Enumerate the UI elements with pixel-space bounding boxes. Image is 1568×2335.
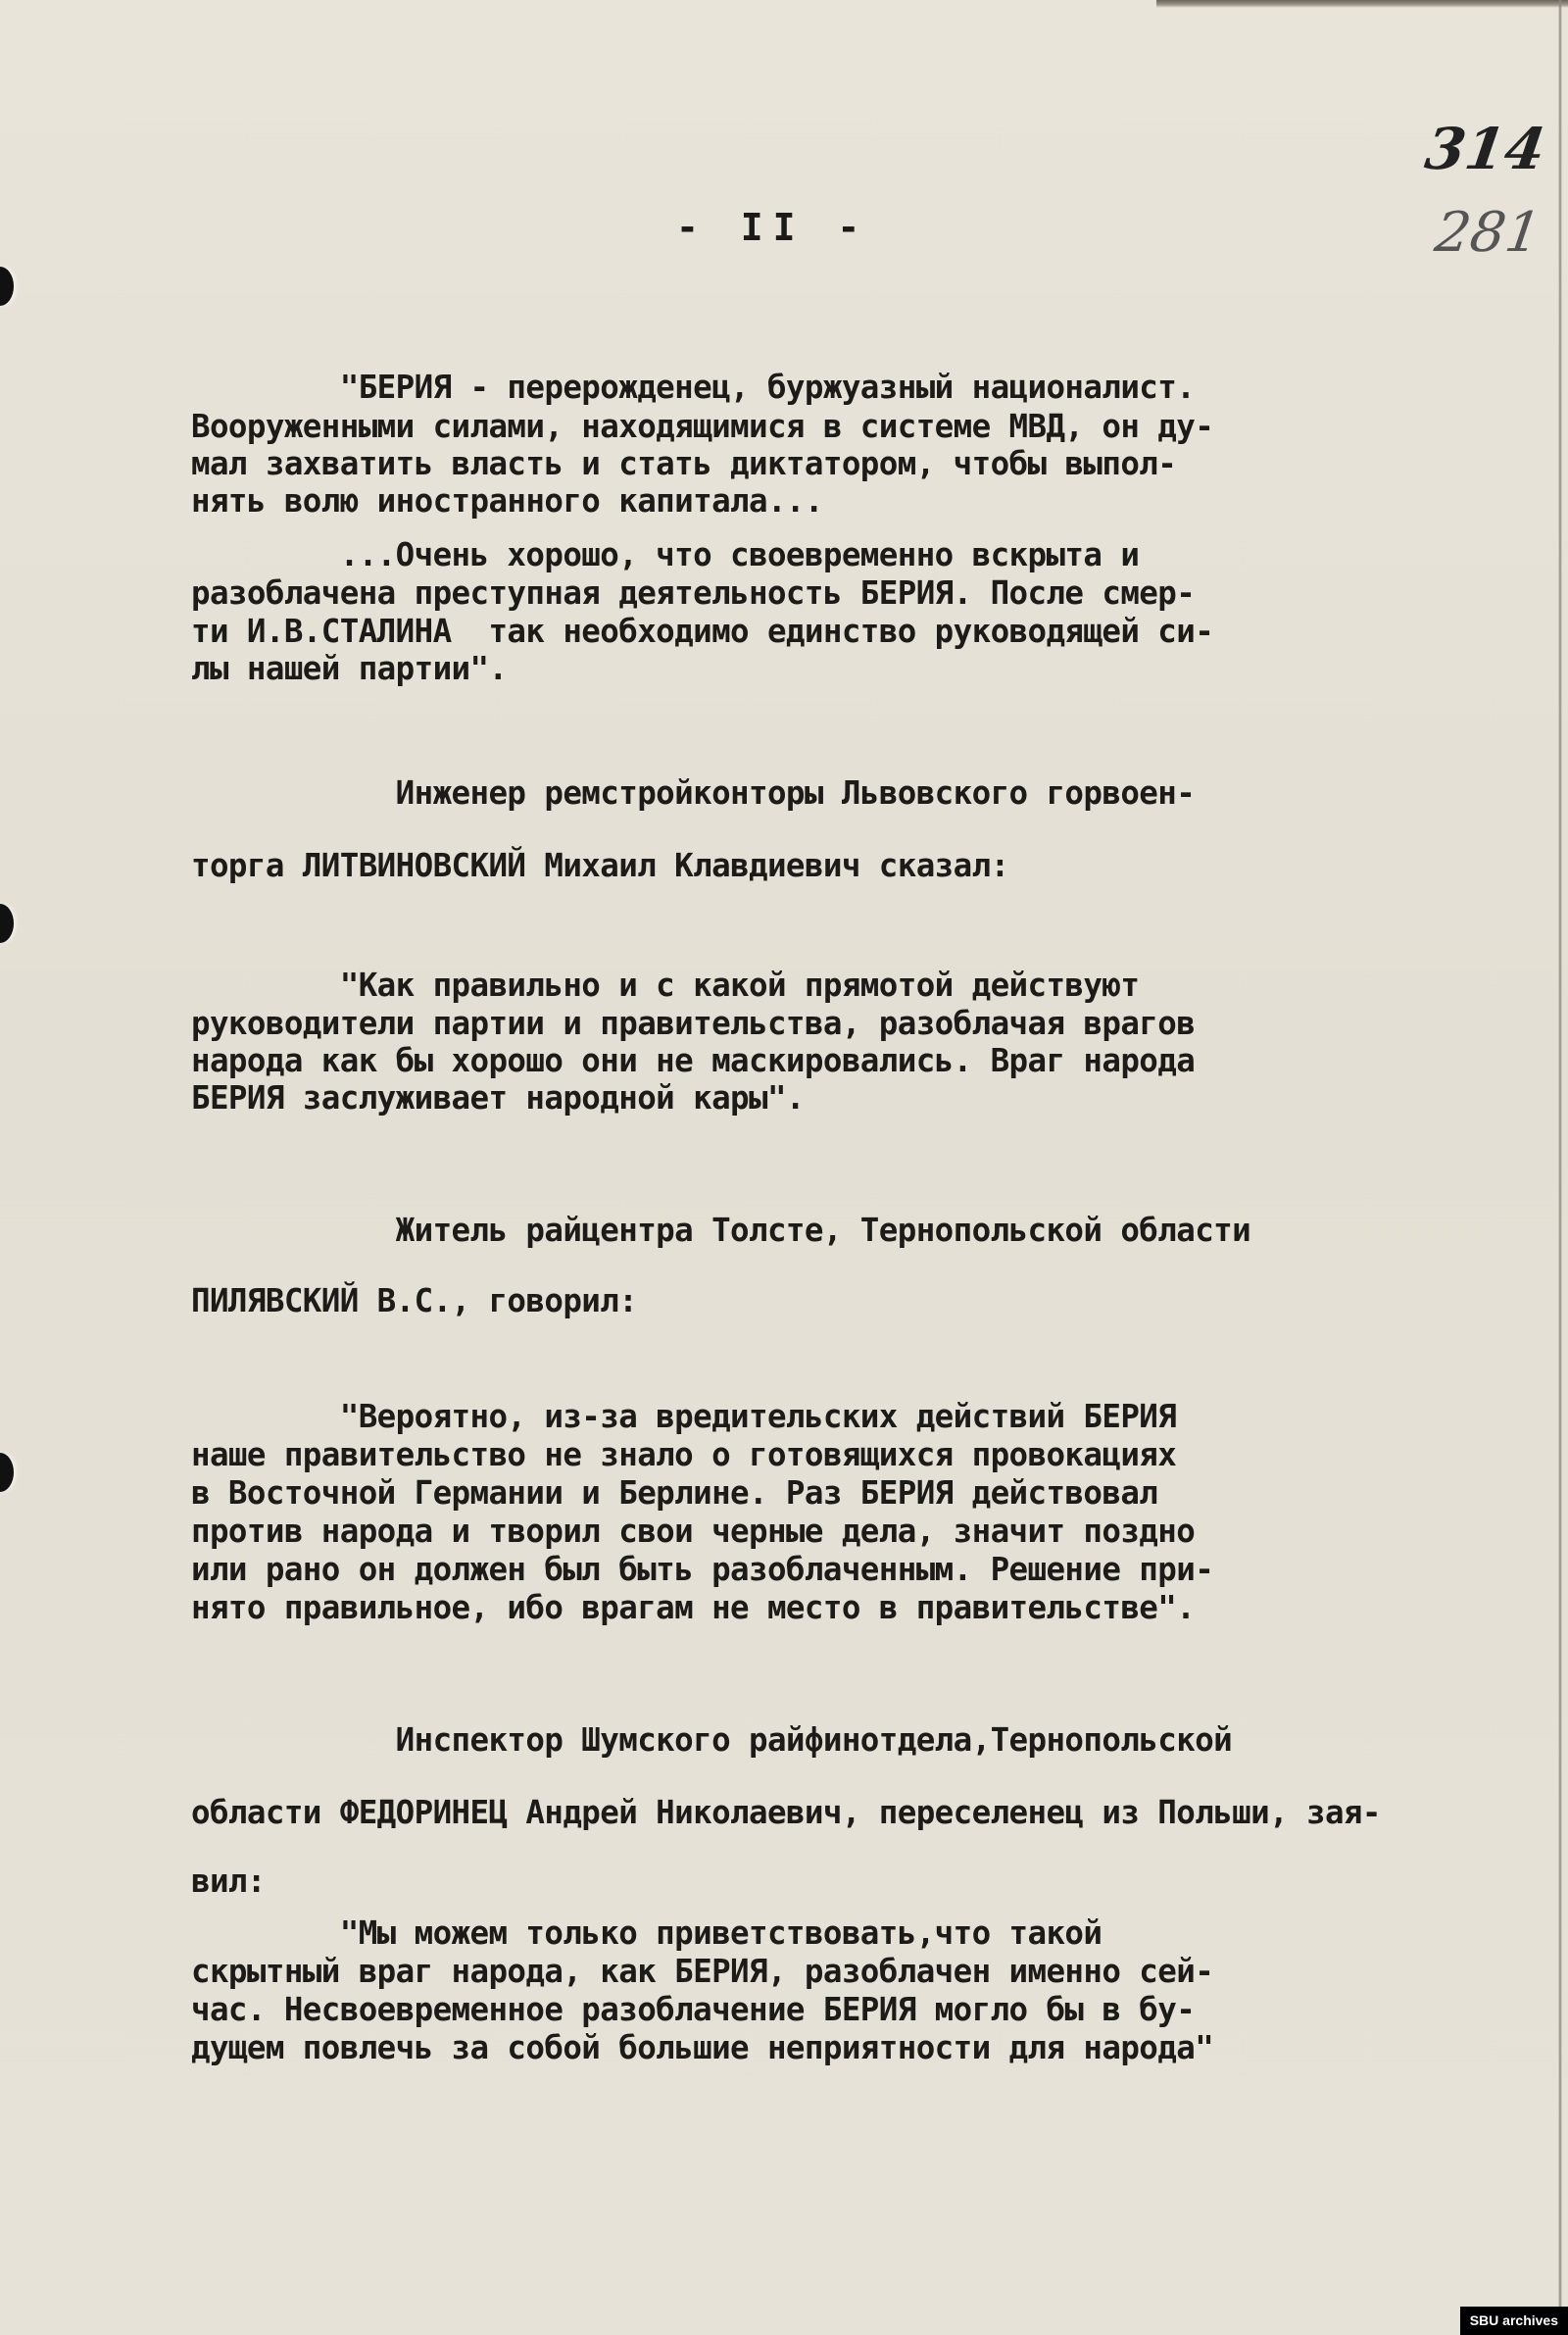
punch-hole-icon	[0, 1453, 14, 1492]
page-top-edge-shadow	[1156, 0, 1568, 8]
quote-line: или рано он должен был быть разоблаченным. Решение при-	[191, 1551, 1214, 1588]
page-number: - II -	[676, 206, 870, 249]
narrative-line: торга ЛИТВИНОВСКИЙ Михаил Клавдиевич сказал:	[191, 847, 1009, 884]
quote-line: БЕРИЯ заслуживает народной кары".	[191, 1079, 805, 1117]
narrative-line: Инженер ремстройконторы Львовского горвоен-	[191, 774, 1196, 812]
quote-line: наше правительство не знало о готовящихся провокациях	[191, 1436, 1177, 1473]
quote-line: народа как бы хорошо они не маскировались. Враг народа	[191, 1042, 1196, 1079]
quote-line: разоблачена преступная деятельность БЕРИЯ. После смер-	[191, 574, 1196, 612]
quote-line: нять волю иностранного капитала...	[191, 482, 823, 520]
quote-line: час. Несвоевременное разоблачение БЕРИЯ могло бы в бу-	[191, 1991, 1196, 2028]
narrative-line: области ФЕДОРИНЕЦ Андрей Николаевич, переселенец из Польши, зая-	[191, 1794, 1381, 1831]
quote-line: "Как правильно и с какой прямотой действуют	[191, 967, 1140, 1004]
narrative-line: Житель райцентра Толсте, Тернопольской области	[191, 1212, 1251, 1249]
narrative-line: вил:	[191, 1863, 266, 1900]
source-watermark: SBU archives	[1460, 2307, 1568, 2335]
quote-line: ...Очень хорошо, что своевременно вскрыта и	[191, 536, 1140, 573]
narrative-line: Инспектор Шумского райфинотдела,Тернопольской	[191, 1721, 1233, 1759]
quote-line: лы нашей партии".	[191, 650, 508, 687]
quote-line: "Мы можем только приветствовать,что такой	[191, 1914, 1102, 1952]
quote-line: скрытный враг народа, как БЕРИЯ, разоблачен именно сей-	[191, 1953, 1214, 1990]
punch-hole-icon	[0, 267, 14, 306]
quote-line: дущем повлечь за собой большие неприятности для народа"	[191, 2029, 1214, 2066]
punch-hole-icon	[0, 904, 14, 943]
handwritten-folio-number: 314	[1421, 116, 1549, 182]
quote-line: нято правильное, ибо врагам не место в правительстве".	[191, 1589, 1196, 1626]
page-right-edge	[1558, 0, 1562, 2335]
quote-line: "Вероятно, из-за вредительских действий БЕРИЯ	[191, 1398, 1177, 1435]
narrative-line: ПИЛЯВСКИЙ В.С., говорил:	[191, 1282, 638, 1319]
quote-line: против народа и творил свои черные дела, значит поздно	[191, 1513, 1196, 1550]
handwritten-folio-number-secondary: 281	[1431, 201, 1545, 265]
quote-line: Вооруженными силами, находящимися в системе МВД, он ду-	[191, 408, 1214, 445]
quote-line: "БЕРИЯ - перерожденец, буржуазный националист.	[191, 369, 1196, 406]
quote-line: в Восточной Германии и Берлине. Раз БЕРИЯ действовал	[191, 1474, 1158, 1512]
quote-line: мал захватить власть и стать диктатором, чтобы выпол-	[191, 445, 1177, 482]
quote-line: ти И.В.СТАЛИНА так необходимо единство руководящей си-	[191, 613, 1214, 650]
quote-line: руководители партии и правительства, разоблачая врагов	[191, 1005, 1196, 1042]
